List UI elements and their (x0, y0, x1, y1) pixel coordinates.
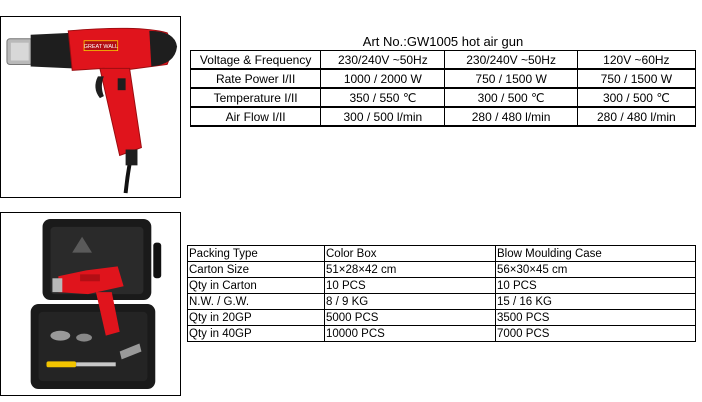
spec-row-cell: Rate Power I/II (191, 69, 321, 88)
packing-row-cell: 10 PCS (496, 278, 696, 294)
packing-row-cell: Packing Type (188, 246, 325, 262)
carry-case-photo (0, 212, 181, 396)
packing-row (188, 310, 696, 326)
spec-row-cell: 280 / 480 l/min (577, 107, 695, 126)
packing-row-cell: 5000 PCS (325, 310, 496, 326)
spec-row-cell: 350 / 550 ℃ (321, 88, 445, 107)
spec-title: Art No.:GW1005 hot air gun (362, 34, 524, 49)
packing-row-cell: Blow Moulding Case (496, 246, 696, 262)
spec-row-cell: Air Flow I/II (191, 107, 321, 126)
spec-row-cell: Temperature I/II (191, 88, 321, 107)
packing-row-cell: N.W. / G.W. (188, 294, 325, 310)
spec-row-cell: 280 / 480 l/min (445, 107, 577, 126)
packing-row-cell: Qty in Carton (188, 278, 325, 294)
packing-row-cell: 10000 PCS (325, 326, 496, 342)
hot-air-gun-photo (0, 16, 181, 198)
packing-row (188, 262, 696, 278)
packing-row-cell: 56×30×45 cm (496, 262, 696, 278)
packing-row (188, 326, 696, 342)
carry-case-icon (1, 213, 180, 395)
spec-row (191, 51, 696, 70)
packing-row (188, 278, 696, 294)
packing-row-cell: 8 / 9 KG (325, 294, 496, 310)
spec-row (191, 88, 696, 107)
packing-row (188, 246, 696, 262)
packing-row-cell: Qty in 40GP (188, 326, 325, 342)
svg-text:GREAT WALL: GREAT WALL (83, 44, 119, 51)
packing-row-cell: 10 PCS (325, 278, 496, 294)
hot-air-gun-icon (1, 17, 180, 197)
packing-row-cell: 3500 PCS (496, 310, 696, 326)
packing-row-cell: 7000 PCS (496, 326, 696, 342)
packing-row-cell: 15 / 16 KG (496, 294, 696, 310)
packing-table (187, 245, 696, 342)
spec-row-cell: 300 / 500 l/min (321, 107, 445, 126)
packing-row-cell: Qty in 20GP (188, 310, 325, 326)
packing-row-cell: Color Box (325, 246, 496, 262)
spec-row-cell: 120V ~60Hz (577, 51, 695, 70)
spec-row-cell: 300 / 500 ℃ (445, 88, 577, 107)
packing-row-cell: Carton Size (188, 262, 325, 278)
spec-row-cell: 750 / 1500 W (445, 69, 577, 88)
packing-row (188, 294, 696, 310)
spec-row-cell: Voltage & Frequency (191, 51, 321, 70)
spec-row-cell: 300 / 500 ℃ (577, 88, 695, 107)
spec-table (190, 50, 696, 127)
spec-row-cell: 230/240V ~50Hz (445, 51, 577, 70)
packing-row-cell: 51×28×42 cm (325, 262, 496, 278)
spec-row (191, 69, 696, 88)
spec-row (191, 107, 696, 126)
spec-row-cell: 1000 / 2000 W (321, 69, 445, 88)
spec-row-cell: 230/240V ~50Hz (321, 51, 445, 70)
spec-row-cell: 750 / 1500 W (577, 69, 695, 88)
